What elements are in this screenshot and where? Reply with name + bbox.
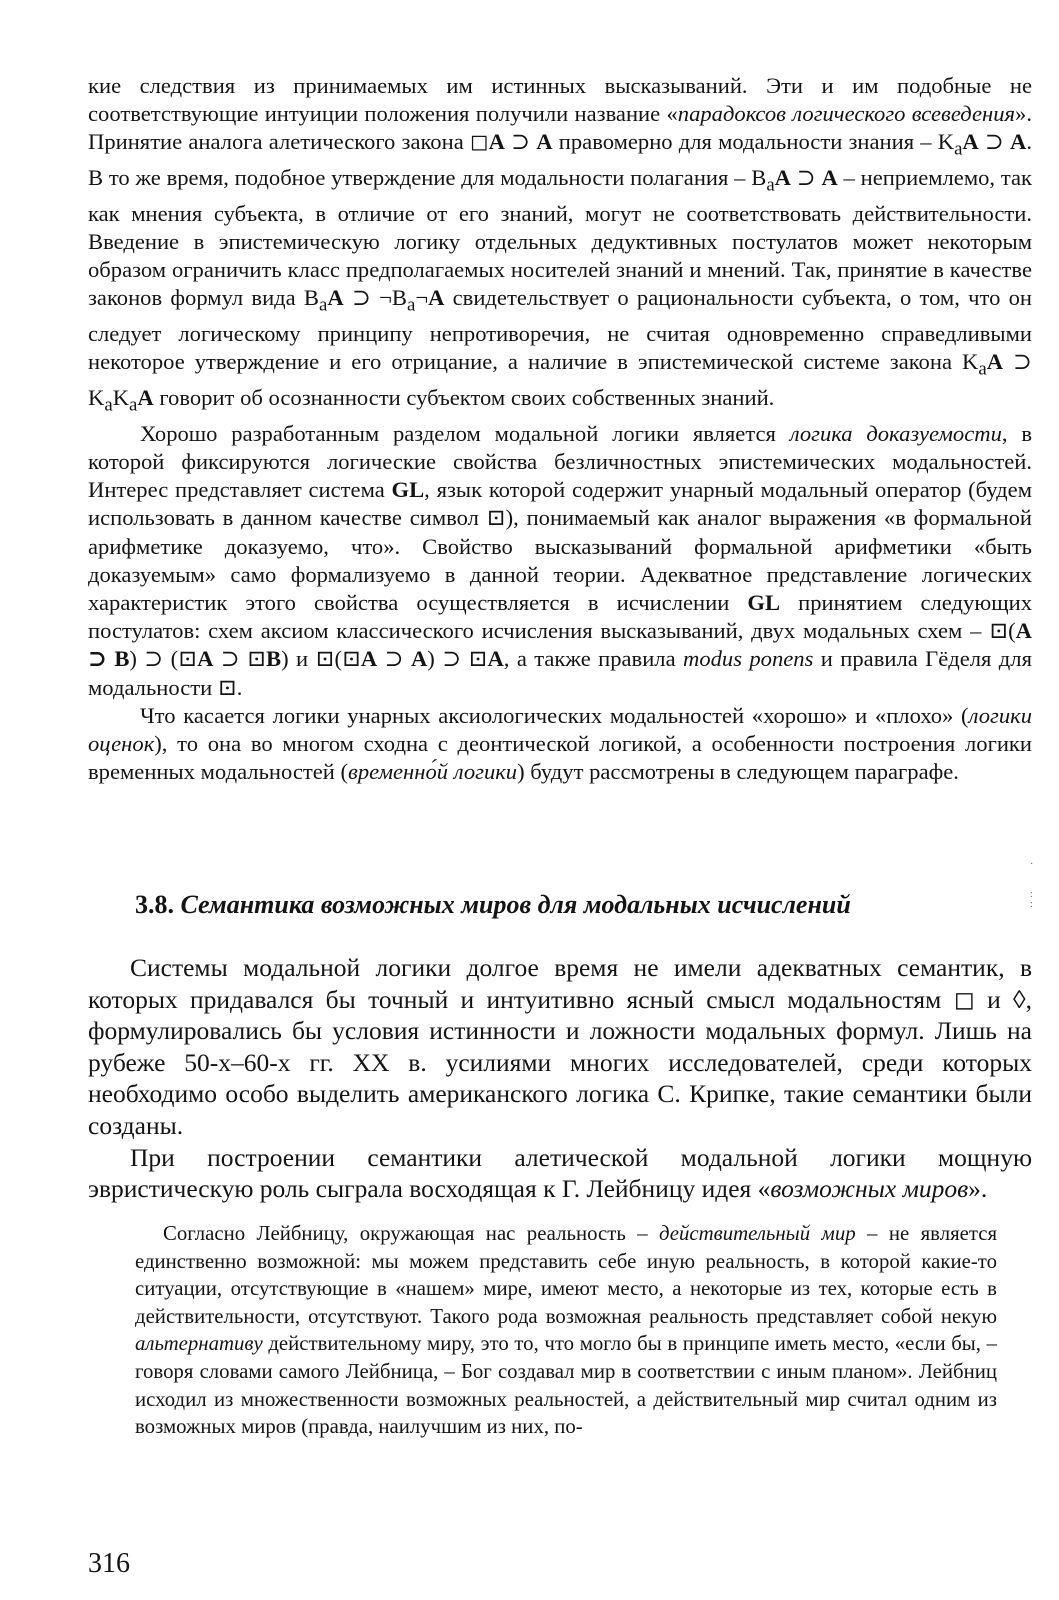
body-text — [88, 72, 1032, 786]
formula-var: A ⊃ B — [88, 618, 1032, 672]
section-paragraph-1: Системы модальной логики долгое время не имели адекватных семантик, в которых придавался бы точный и интуитивно ясный смысл модальностям ◻ и ◊, формулировались бы условия истинности и ложности модальных формул. Лишь на рубеже 50-х–60-х гг. XX в. усилиями многих исследователей, среди которых необходимо особо выделить американского логика С. Крипке, такие семантики были созданы. — [88, 953, 1032, 1140]
formula-var: A — [410, 646, 428, 672]
italic-term: парадоксов логического всеведения — [677, 101, 1016, 127]
system-name: GL — [747, 590, 781, 616]
quote-block — [135, 1220, 997, 1441]
text-run: . В то же время, подобное утверждение для модальности полагания – B — [88, 129, 1033, 191]
text-run: ) будут рассмотрены в следующем параграфе. — [517, 759, 959, 785]
text-run: свидетельствует о рациональности субъекта, о том, что он следует логическому принципу непротиворечия, не считая одновременно справедливыми некоторое утверждение и его отрицание, а наличие в эпистемической системе закона K — [88, 285, 1033, 375]
formula-var: A — [487, 646, 504, 672]
text-run: – неприемлемо, так как мнения субъекта, в отличие от его знаний, могут не соответствовать действительности. Введение в эпистемическую логику отдельных дедуктивных постулатов может некоторым образом ограничить класс предполагаемых носителей знаний и мнений. Так, принятие в качестве законов формул вида B — [88, 165, 1032, 311]
text-run: ), то она во многом сходна с деонтической логикой, а особенности построения логики временных модальностей ( — [88, 731, 1032, 785]
text-run: ⊃ — [377, 646, 411, 672]
section-number: 3.8. — [135, 890, 174, 919]
italic-term: логика доказуемости — [789, 420, 1002, 446]
text-run: ⊃ ¬B — [343, 285, 407, 311]
formula-var: A — [1010, 129, 1027, 155]
formula-var: A — [488, 129, 505, 155]
text-run: и правила Гёделя для модальности ⊡. — [88, 646, 1032, 700]
text-run: ¬ — [415, 285, 429, 311]
subscript: a — [319, 294, 328, 316]
subscript: a — [104, 394, 113, 416]
text-run: При построении семантики алетической модальной логики мощную эвристическую роль сыграла восходящая к Г. Лейбницу идея « — [88, 1142, 1032, 1204]
text-run: K — [112, 385, 130, 411]
formula-var: A — [536, 129, 553, 155]
paragraph-2 — [88, 420, 1032, 702]
text-run: ) и ⊡(⊡ — [281, 646, 361, 672]
margin-marks: · : : — [1030, 859, 1034, 910]
italic-term: возможных миров — [770, 1174, 969, 1204]
formula-var: A — [197, 646, 214, 672]
italic-term: временно́й логики — [348, 759, 518, 785]
text-run: ⊃ K — [88, 349, 1032, 411]
section-heading — [135, 890, 1015, 920]
text-run: , а также правила — [503, 646, 683, 672]
subscript: a — [406, 294, 416, 316]
subscript: a — [978, 358, 987, 380]
italic-term: modus ponens — [683, 646, 814, 672]
text-run: ) ⊃ (⊡ — [129, 646, 198, 672]
text-run: – не является единственно возможной: мы можем представить себе иную реальность, в которой какие-то ситуации, отсутствующие в «нашем» мире, имеют место, а некоторые из тех, которые есть в действительности, отсутствуют. Такого рода возможная реальность представляет собой некую — [135, 1222, 998, 1328]
text-run: ⊃ — [791, 165, 822, 191]
formula-var: A — [962, 129, 979, 155]
text-run: ) ⊃ ⊡ — [427, 646, 488, 672]
subscript: a — [766, 174, 775, 196]
formula-var: A — [821, 165, 838, 191]
text-run: принятием следующих постулатов: схем аксиом классического исчисления высказываний, двух модальных схем – ⊡( — [88, 590, 1032, 644]
page-number: 316 — [88, 1548, 130, 1579]
subscript: a — [129, 394, 138, 416]
subscript: a — [954, 138, 963, 160]
italic-term: действительный мир — [659, 1222, 856, 1245]
text-run: , в которой фиксируются логические свойства безличностных эпистемических модальностей. Интерес представляет система — [88, 420, 1032, 503]
formula-var: A — [428, 285, 445, 311]
text-run: ⊃ — [978, 129, 1011, 155]
italic-term: альтернативу — [135, 1332, 263, 1356]
text-run: действительному миру, это то, что могло бы в принципе иметь место, «если бы, – говоря словами самого Лейбница, – Бог создавал мир в соответствии с иным планом». Лейбниц исходил из множественности возможных реальностей, а действительный мир считал одним из возможных миров (правда, наилучшим из них, по- — [135, 1332, 997, 1439]
formula-var: A — [137, 385, 154, 411]
text-run: ». Принятие аналога алетического закона ◻ — [88, 101, 1032, 155]
quote-paragraph — [135, 1220, 997, 1441]
paragraph-1 — [88, 72, 1032, 420]
text-run: Хорошо разработанным разделом модальной логики является — [140, 420, 790, 446]
text-run: , язык которой содержит унарный модальный оператор (будем использовать в данном качестве символ ⊡), понимаемый как аналог выражения «в формальной арифметике доказуемо, что». Свойство высказываний формальной арифметики «быть доказуемым» само формализуемо в данной теории. Адекватное представление логических характеристик этого свойства осуществляется в исчислении — [88, 477, 1032, 616]
formula-var: A — [327, 285, 344, 311]
text-run: Согласно Лейбницу, окружающая нас реальность – — [163, 1222, 660, 1245]
text-run: правомерно для модальности знания – K — [552, 129, 955, 155]
formula-var: A — [774, 165, 791, 191]
system-name: GL — [391, 477, 425, 503]
formula-var: A — [360, 646, 378, 672]
text-run: кие следствия из принимаемых им истинных высказываний. Эти и им подобные не соответствующие интуиции положения получили название « — [88, 73, 1032, 127]
section-title: Семантика возможных миров для модальных исчислений — [180, 890, 851, 919]
section-body — [88, 952, 1032, 1205]
formula-var: B — [266, 646, 282, 672]
italic-term: логики оценок — [88, 702, 1032, 757]
formula-var: A — [986, 349, 1004, 375]
text-run: ⊃ ⊡ — [213, 646, 267, 672]
paragraph-3 — [88, 702, 1032, 787]
text-run: ». — [968, 1174, 988, 1204]
text-run: ⊃ — [504, 129, 537, 155]
section-paragraph-2 — [88, 1142, 1032, 1205]
text-run: говорит об осознанности субъектом своих собственных знаний. — [153, 385, 775, 411]
text-run: Что касается логики унарных аксиологических модальностей «хорошо» и «плохо» ( — [140, 702, 969, 728]
